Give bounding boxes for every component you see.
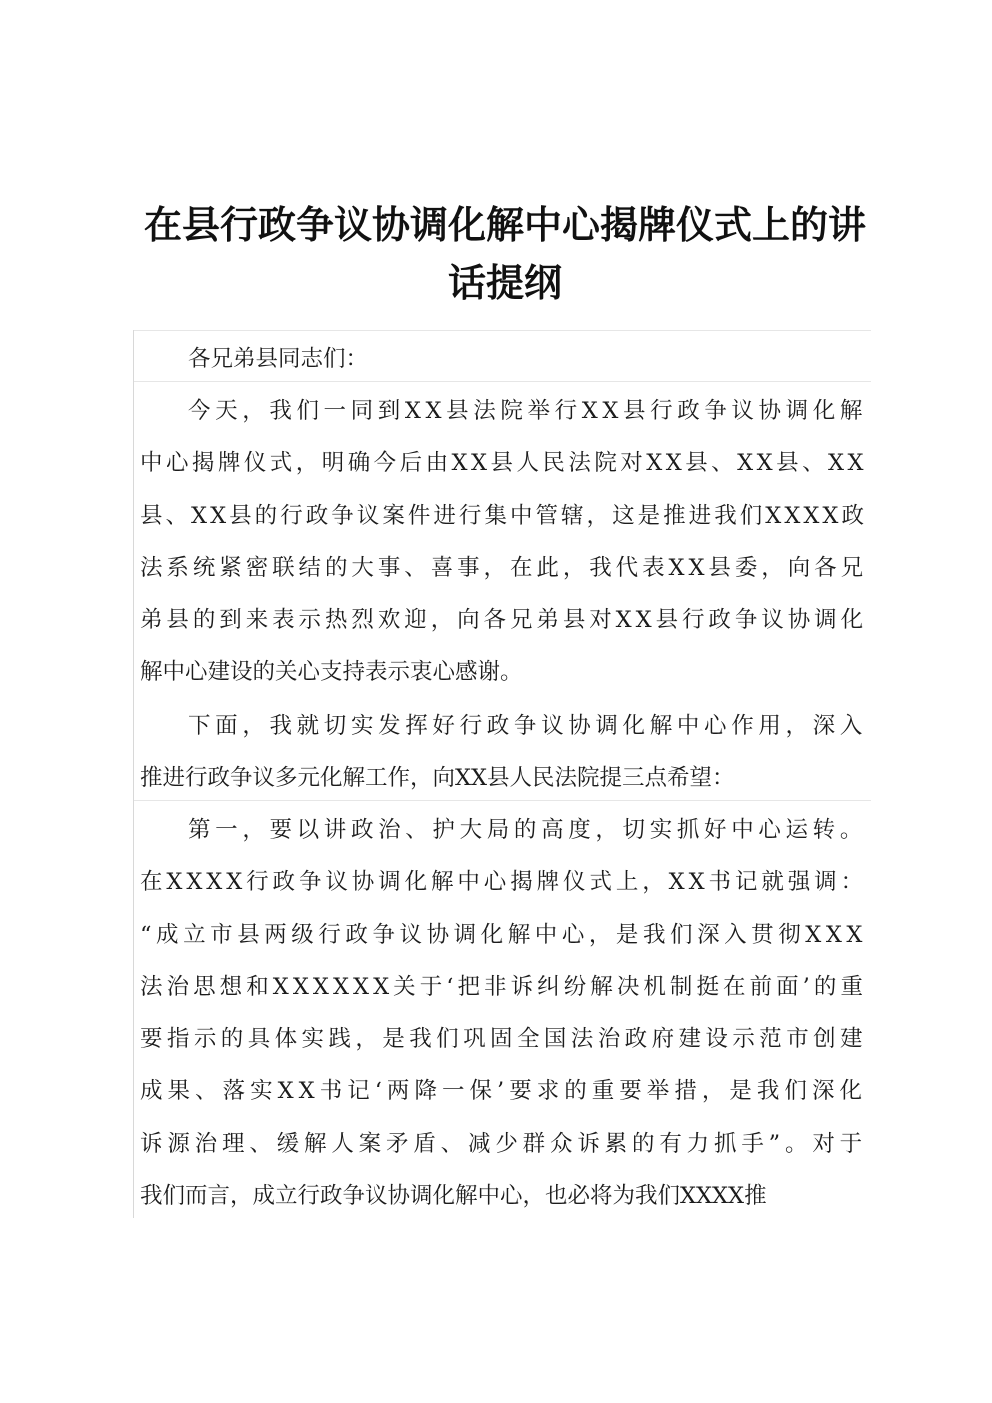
text-line: 县、XX县的行政争议案件进行集中管辖，这是推进我们XXXX政 — [140, 502, 867, 529]
text-line: 推进行政争议多元化解工作，向XX县人民法院提三点希望： — [140, 765, 735, 792]
title-line: 在县行政争议协调化解中心揭牌仪式上的讲 — [143, 203, 866, 247]
body-text-frame — [133, 330, 871, 1218]
body-paragraph — [134, 700, 871, 805]
text-line: 下面，我就切实发挥好行政争议协调化解中心作用，深入 — [188, 713, 867, 739]
text-line: 弟县的到来表示热烈欢迎，向各兄弟县对XX县行政争议协调化 — [140, 607, 867, 634]
salutation-paragraph — [134, 333, 871, 385]
divider — [134, 381, 871, 382]
document-title — [140, 196, 870, 312]
text-line: 成果、落实XX书记‘两降一保’要求的重要举措，是我们深化 — [140, 1078, 867, 1105]
text-line: 第一，要以讲政治、护大局的高度，切实抓好中心运转。 — [188, 817, 867, 843]
text-line: 今天，我们一同到XX县法院举行XX县行政争议协调化解 — [188, 398, 867, 424]
body-paragraph — [134, 385, 871, 699]
body-paragraph — [134, 804, 871, 1222]
text-line: 法治思想和XXXXXX关于‘把非诉纠纷解决机制挺在前面’的重 — [140, 973, 867, 1000]
text-line: 我们而言，成立行政争议协调化解中心，也必将为我们XXXX推 — [140, 1183, 767, 1210]
divider — [134, 330, 871, 331]
text-line: 诉源治理、缓解人案矛盾、减少群众诉累的有力抓手”。对于 — [140, 1130, 867, 1157]
text-line: 解中心建设的关心支持表示衷心感谢。 — [140, 659, 523, 686]
text-line: 各兄弟县同志们： — [188, 346, 369, 372]
text-line: 法系统紧密联结的大事、喜事，在此，我代表XX县委，向各兄 — [140, 554, 867, 581]
divider — [134, 800, 871, 801]
text-line: 中心揭牌仪式，明确今后由XX县人民法院对XX县、XX县、XX — [140, 450, 867, 477]
text-line: “成立市县两级行政争议协调化解中心，是我们深入贯彻XXX — [140, 921, 867, 948]
text-line: 要指示的具体实践，是我们巩固全国法治政府建设示范市创建 — [140, 1026, 867, 1053]
text-line: 在XXXX行政争议协调化解中心揭牌仪式上，XX书记就强调： — [140, 869, 867, 896]
title-line: 话提纲 — [447, 261, 562, 305]
